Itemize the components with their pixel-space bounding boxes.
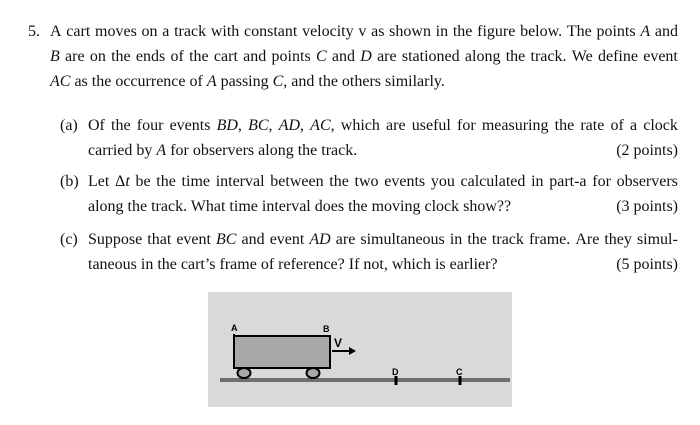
part-a-points: (2 points) [616,142,678,159]
label-d: D [392,367,399,377]
cart-body [234,336,330,368]
part-b-label: (b) [60,173,79,190]
part-a-line-2: carried by A for observers along the track. [88,142,358,159]
part-b-line-2: along the track. What time interval does the moving clock show?? [88,198,512,215]
intro-line-2: B are on the ends of the cart and points C and D are stationed along the track. We define event [50,48,678,65]
part-b-points: (3 points) [616,198,678,215]
cart-wheel-left [238,368,251,378]
velocity-label: V [334,336,343,350]
part-a-label: (a) [60,117,78,134]
intro-line-3: AC as the occurrence of A passing C, and the others similarly. [50,73,445,90]
part-c-line-2: taneous in the cart’s frame of reference? If not, which is earlier? [88,256,498,273]
velocity-arrowhead [349,347,356,355]
label-b: B [323,324,330,334]
track [220,378,510,382]
cart-wheel-right [307,368,320,378]
intro-line-1: A cart moves on a track with constant velocity v as shown in the figure below. The points A and [50,23,678,40]
part-a-line-1: Of the four events BD, BC, AD, AC, which are useful for measuring the rate of a clock [88,117,678,134]
part-c-points: (5 points) [616,256,678,273]
problem-number: 5. [28,23,40,40]
label-c: C [456,367,463,377]
part-b-line-1: Let Δt be the time interval between the two events you calculated in part-a for observers [88,173,678,190]
label-a: A [231,323,238,333]
cart-figure [208,292,512,407]
part-c-line-1: Suppose that event BC and event AD are simultaneous in the track frame. Are they simul- [88,231,678,248]
part-c-label: (c) [60,231,78,248]
